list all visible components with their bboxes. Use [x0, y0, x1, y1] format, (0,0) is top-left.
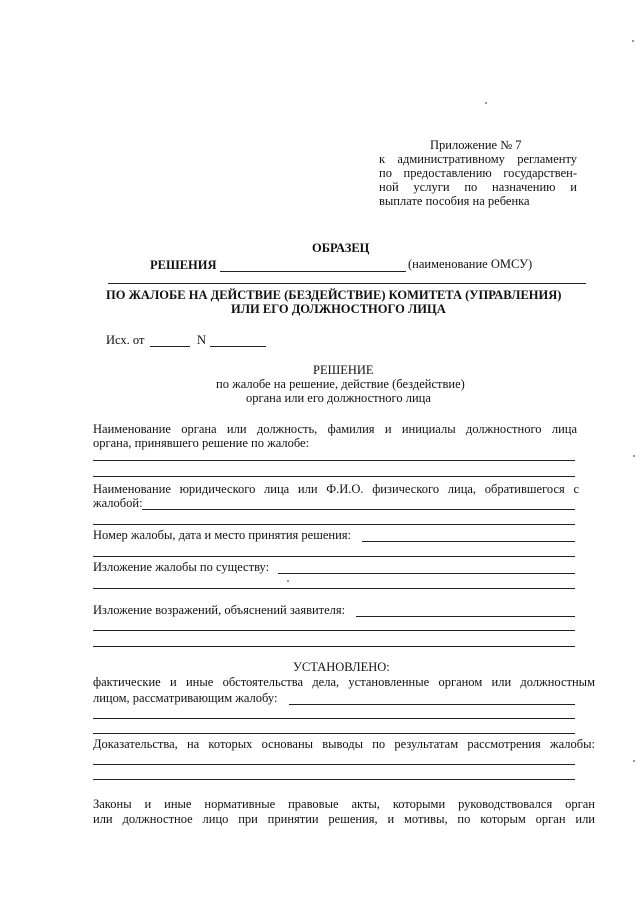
appendix-line: выплате пособия на ребенка — [379, 194, 530, 208]
fill-line — [289, 704, 575, 705]
appendix-line: ной услуги по назначению и — [379, 180, 577, 194]
fill-line — [362, 541, 575, 542]
outgoing-prefix: Исх. от — [106, 333, 145, 347]
outgoing-date-line — [150, 346, 190, 347]
fill-line — [93, 588, 575, 589]
scan-speck — [632, 40, 634, 42]
subtitle-line: ПО ЖАЛОБЕ НА ДЕЙСТВИЕ (БЕЗДЕЙСТВИЕ) КОМИТЕТА (УПРАВЛЕНИЯ) — [106, 288, 562, 302]
scan-speck — [633, 760, 635, 762]
objections-label: Изложение возражений, объяснений заявителя: — [93, 603, 346, 617]
facts-label: фактические и иные обстоятельства дела, установленные органом или должностным — [93, 675, 595, 689]
laws-label: или должностное лицо при принятии решения, и мотивы, по которым орган или — [93, 812, 595, 826]
fill-line — [93, 556, 575, 557]
outgoing-number-label: N — [197, 333, 207, 347]
appendix-line: по предоставлению государствен- — [379, 166, 577, 180]
applicant-field-label: Наименование юридического лица или Ф.И.О. физического лица, обратившегося с — [93, 482, 579, 496]
appendix-title: Приложение № 7 — [430, 138, 522, 152]
fill-line — [142, 509, 575, 510]
fill-line — [93, 476, 575, 477]
outgoing-number-line — [210, 346, 266, 347]
evidence-label: Доказательства, на которых основаны выводы по результатам рассмотрения жалобы: — [93, 737, 595, 751]
scan-speck — [485, 102, 487, 104]
appendix-line: к административному регламенту — [379, 152, 577, 166]
applicant-field-label: жалобой: — [93, 496, 143, 510]
complaint-essence-label: Изложение жалобы по существу: — [93, 560, 270, 574]
established-title: УСТАНОВЛЕНО: — [293, 660, 390, 674]
fill-line — [356, 616, 575, 617]
subtitle-line: ИЛИ ЕГО ДОЛЖНОСТНОГО ЛИЦА — [231, 302, 446, 316]
decision-subtitle: органа или его должностного лица — [246, 391, 431, 405]
scan-speck — [287, 580, 289, 582]
fill-line — [93, 646, 575, 647]
fill-line — [93, 524, 575, 525]
omsu-name-line — [220, 271, 406, 272]
header-rule — [108, 283, 586, 284]
fill-line — [93, 630, 575, 631]
fill-line — [278, 573, 575, 574]
fill-line — [93, 733, 575, 734]
organ-field-label: органа, принявшего решение по жалобе: — [93, 436, 310, 450]
fill-line — [93, 718, 575, 719]
scan-speck — [633, 455, 635, 457]
omsu-hint: (наименование ОМСУ) — [408, 257, 533, 271]
fill-line — [93, 764, 575, 765]
fill-line — [93, 779, 575, 780]
decision-word: РЕШЕНИЯ — [150, 258, 217, 272]
fill-line — [93, 460, 575, 461]
decision-title: РЕШЕНИЕ — [313, 363, 374, 377]
complaint-number-label: Номер жалобы, дата и место принятия решения: — [93, 528, 352, 542]
facts-label: лицом, рассматривающим жалобу: — [93, 691, 278, 705]
decision-subtitle: по жалобе на решение, действие (бездействие) — [216, 377, 465, 391]
sample-heading: ОБРАЗЕЦ — [312, 241, 370, 255]
organ-field-label: Наименование органа или должность, фамилия и инициалы должностного лица — [93, 422, 577, 436]
laws-label: Законы и иные нормативные правовые акты, которыми руководствовался орган — [93, 797, 595, 811]
